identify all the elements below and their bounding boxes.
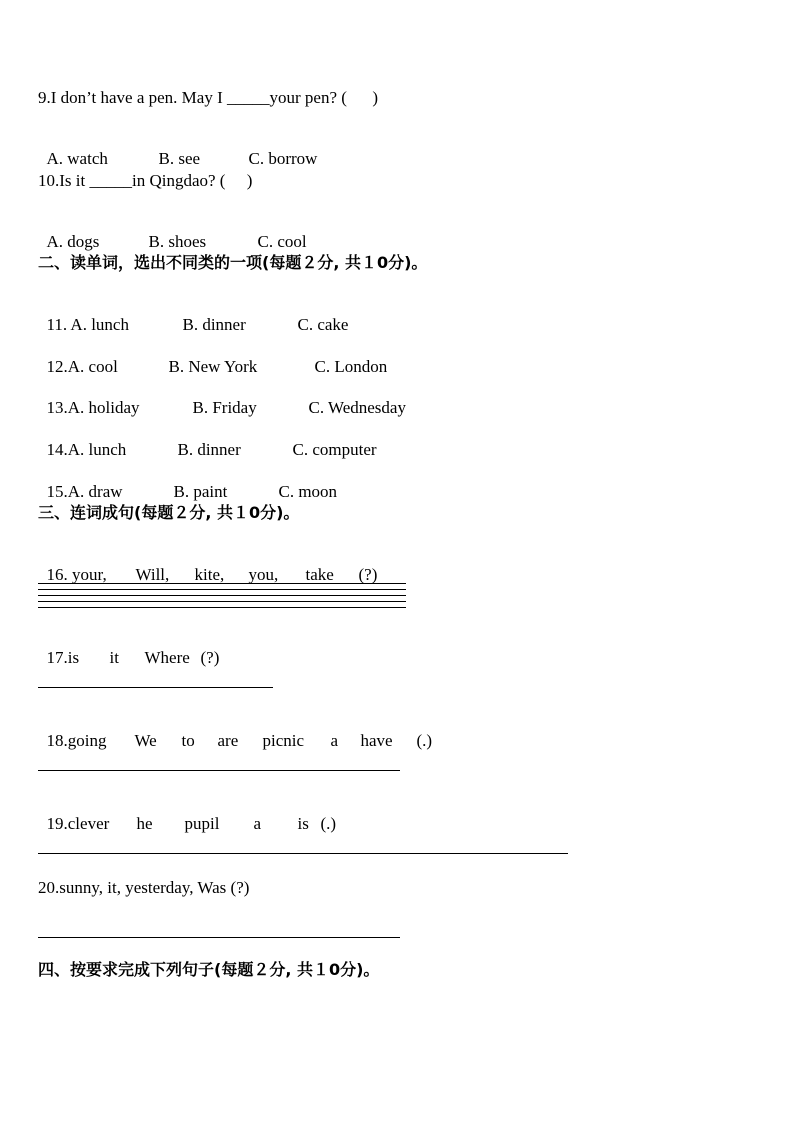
- option-c: C. borrow: [248, 149, 318, 168]
- question-15: [38, 462, 337, 502]
- option-b: B. dinner: [182, 315, 246, 334]
- answer-line: [38, 687, 273, 688]
- question-10-options: [38, 212, 307, 252]
- answer-line: [38, 589, 406, 590]
- option-c: C. cool: [257, 232, 307, 251]
- option-c: C. cake: [297, 315, 349, 334]
- answer-line: [38, 937, 400, 938]
- option-b: B. paint: [173, 482, 228, 501]
- word: he: [136, 814, 153, 833]
- answer-line: [38, 853, 568, 854]
- question-19: [38, 794, 336, 834]
- word: 16. your,: [46, 565, 107, 584]
- option-a: 12.A. cool: [46, 357, 118, 376]
- option-b: B. shoes: [148, 232, 207, 251]
- option-a: 15.A. draw: [46, 482, 123, 501]
- option-c: C. London: [314, 357, 388, 376]
- word: (?): [200, 648, 220, 667]
- question-20: 20.sunny, it, yesterday, Was (?): [38, 878, 250, 897]
- section-4-heading: 四、按要求完成下列句子(每题２分, 共１0分)。: [38, 960, 380, 979]
- option-a: 13.A. holiday: [46, 398, 140, 417]
- option-a: A. watch: [46, 149, 108, 168]
- word: take: [305, 565, 334, 584]
- option-a: A. dogs: [46, 232, 100, 251]
- question-9: 9.I don’t have a pen. May I _____your pen? ( ): [38, 88, 379, 107]
- answer-line: [38, 770, 400, 771]
- option-b: B. New York: [168, 357, 258, 376]
- question-10: 10.Is it _____in Qingdao? ( ): [38, 171, 253, 190]
- word: kite,: [194, 565, 225, 584]
- word: (.): [416, 731, 433, 750]
- answer-line: [38, 583, 406, 584]
- question-12: [38, 337, 387, 377]
- word: you,: [248, 565, 279, 584]
- word: it: [109, 648, 119, 667]
- word: is: [297, 814, 309, 833]
- word: Where: [144, 648, 190, 667]
- word: picnic: [262, 731, 305, 750]
- answer-line: [38, 607, 406, 608]
- word: (.): [320, 814, 337, 833]
- question-17: [38, 628, 219, 668]
- option-c: C. moon: [278, 482, 338, 501]
- word: to: [181, 731, 195, 750]
- word: a: [330, 731, 339, 750]
- option-b: B. dinner: [177, 440, 241, 459]
- option-c: C. Wednesday: [308, 398, 406, 417]
- question-16: [38, 545, 377, 585]
- word: pupil: [184, 814, 220, 833]
- question-14: [38, 420, 377, 460]
- word: We: [134, 731, 157, 750]
- option-b: B. see: [158, 149, 201, 168]
- option-b: B. Friday: [192, 398, 257, 417]
- question-9-options: [38, 129, 317, 169]
- section-3-heading: 三、连词成句(每题２分, 共１0分)。: [38, 503, 300, 522]
- answer-line: [38, 601, 406, 602]
- word: (?): [358, 565, 378, 584]
- word: 19.clever: [46, 814, 110, 833]
- question-18: [38, 711, 432, 751]
- question-13: [38, 378, 406, 418]
- option-c: C. computer: [292, 440, 377, 459]
- answer-line: [38, 595, 406, 596]
- word: Will,: [135, 565, 170, 584]
- word: a: [253, 814, 262, 833]
- option-a: 14.A. lunch: [46, 440, 127, 459]
- section-2-heading: 二、读单词，选出不同类的一项(每题２分, 共１0分)。: [38, 253, 428, 272]
- word: are: [217, 731, 239, 750]
- word: have: [360, 731, 393, 750]
- question-11: [38, 295, 348, 335]
- word: 17.is: [46, 648, 80, 667]
- word: 18.going: [46, 731, 107, 750]
- option-a: 11. A. lunch: [46, 315, 129, 334]
